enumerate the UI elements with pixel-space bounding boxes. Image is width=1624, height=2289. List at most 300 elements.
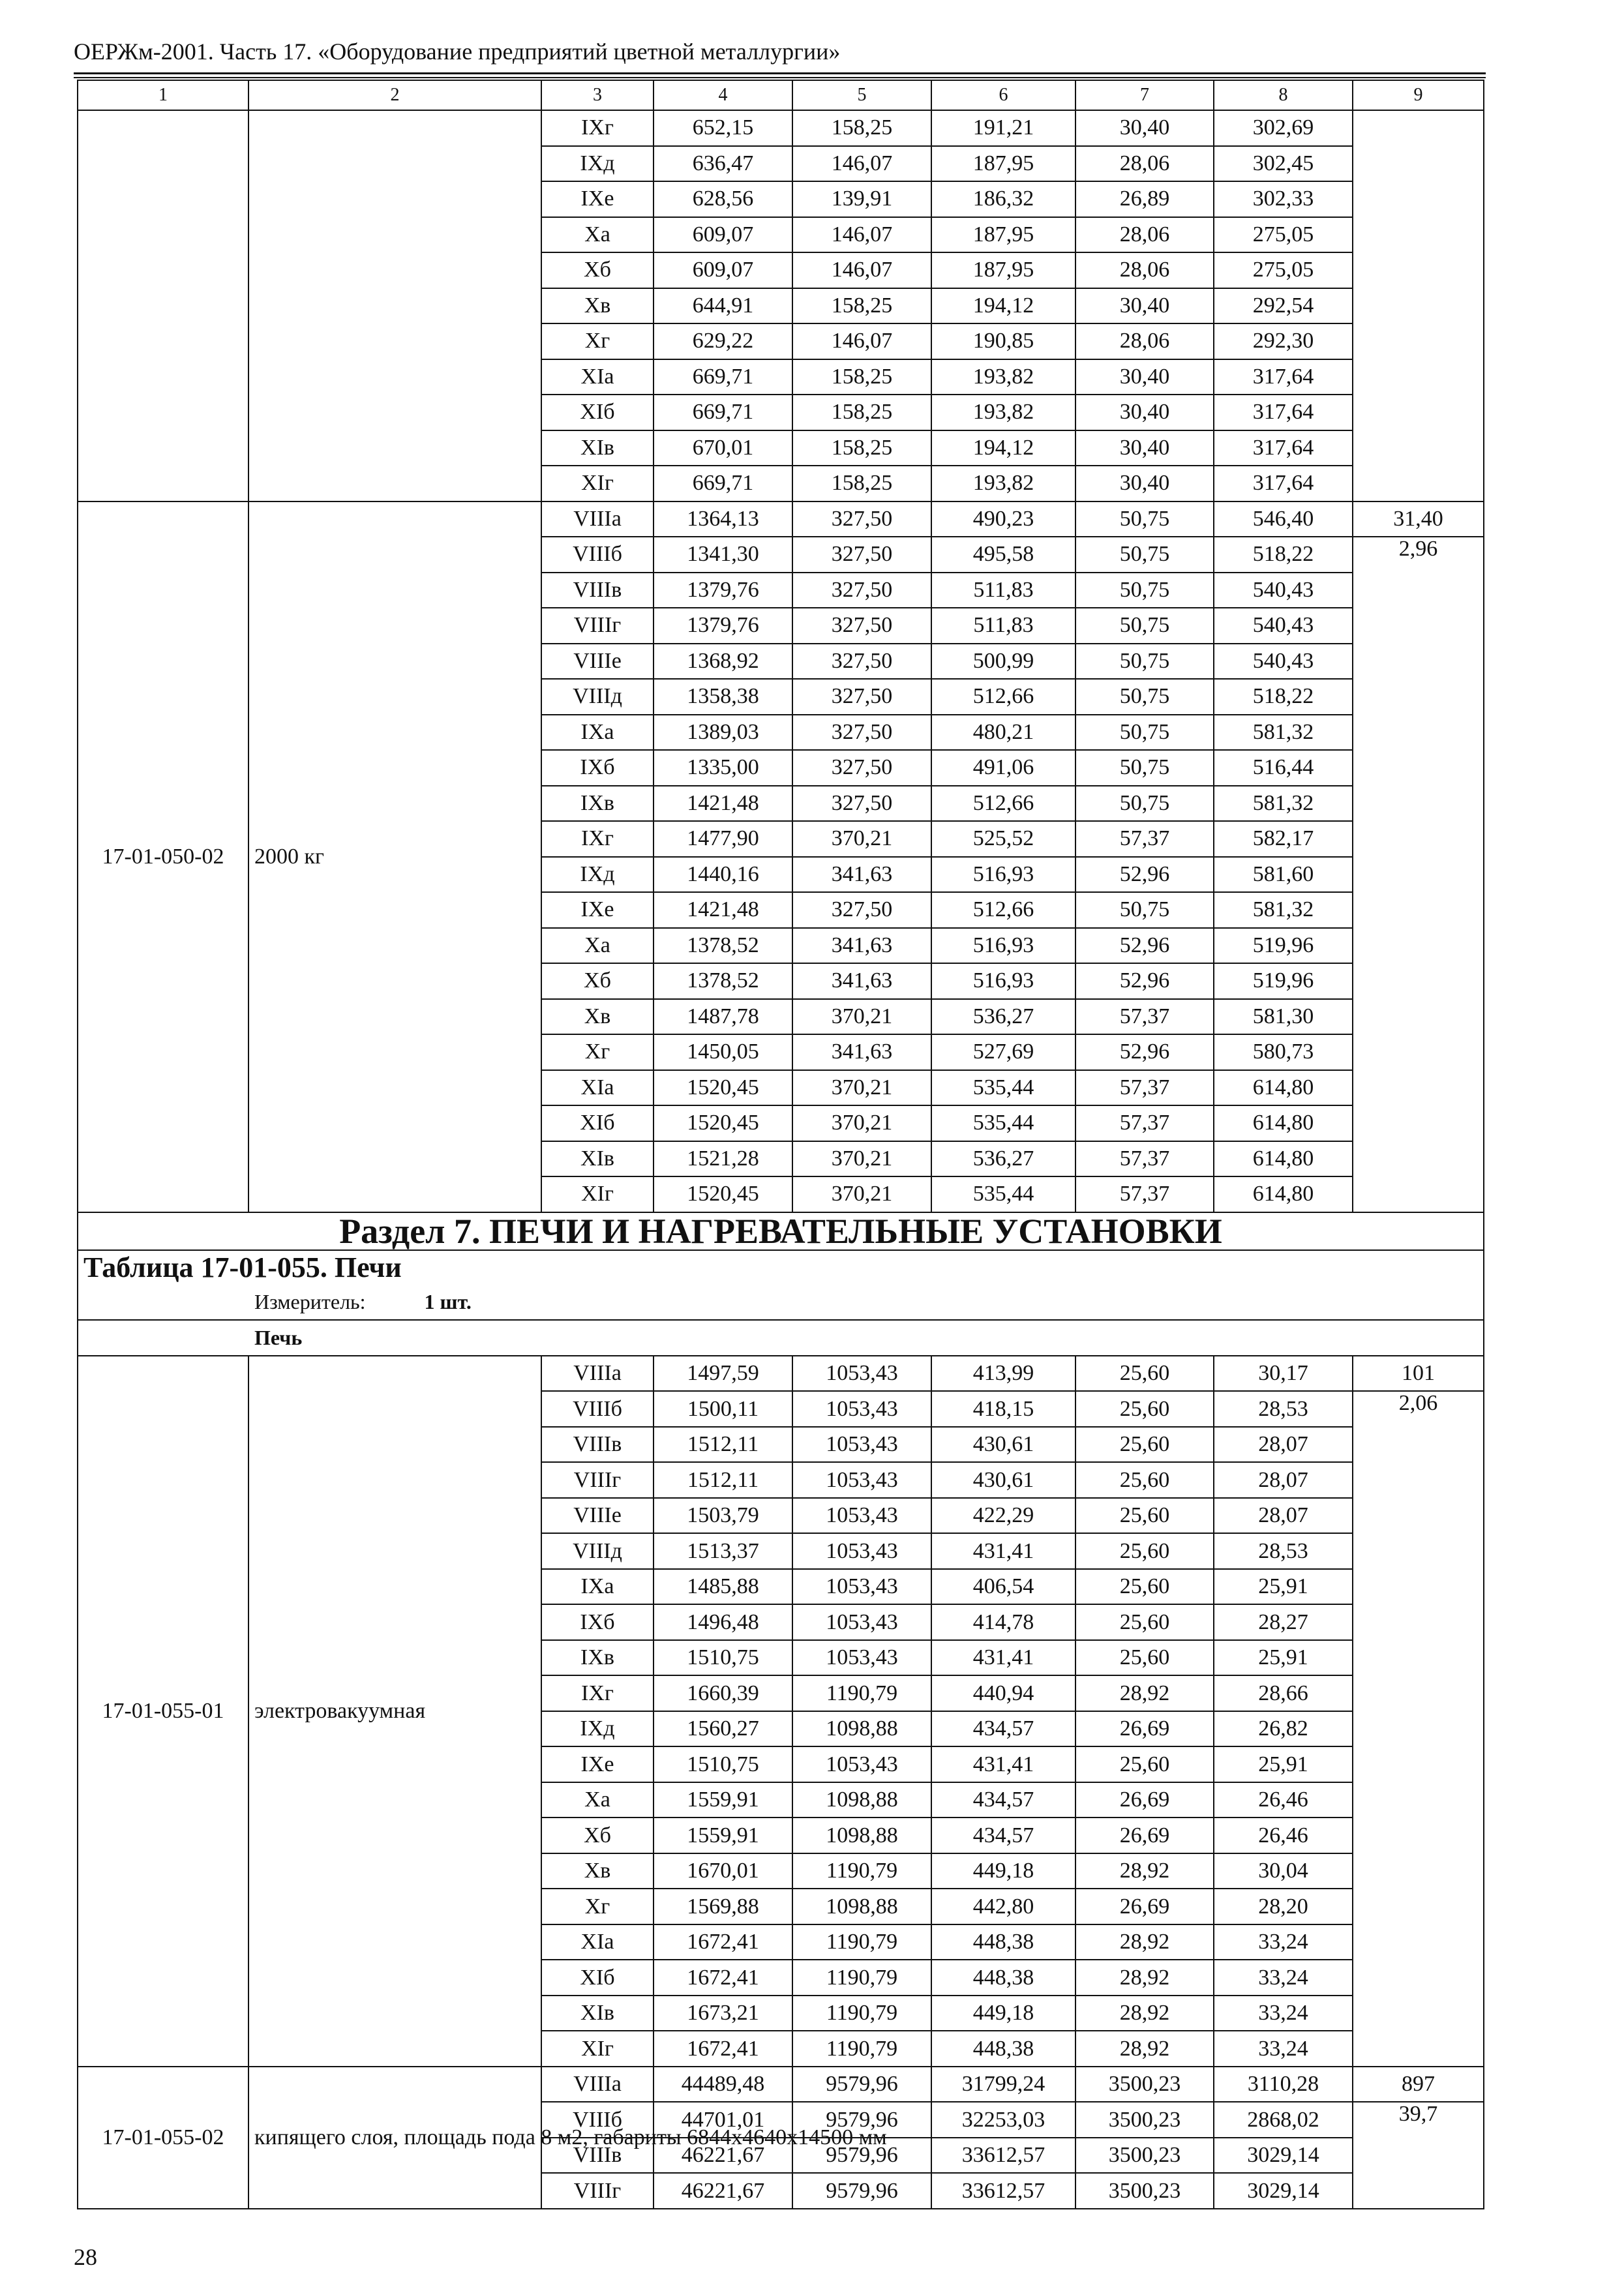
table-cell: 57,37 — [1075, 1105, 1214, 1141]
table-cell: 1513,37 — [654, 1533, 792, 1569]
section-title: Раздел 7. ПЕЧИ И НАГРЕВАТЕЛЬНЫЕ УСТАНОВКИ — [78, 1212, 1484, 1251]
table-cell: 30,40 — [1075, 110, 1214, 146]
table-cell: 327,50 — [792, 608, 931, 644]
table-cell: 187,95 — [931, 252, 1075, 288]
table-cell: 525,52 — [931, 821, 1075, 857]
table-cell: 1510,75 — [654, 1640, 792, 1676]
table-cell: 1660,39 — [654, 1675, 792, 1711]
table-cell: 480,21 — [931, 715, 1075, 751]
table-cell: 1559,91 — [654, 1818, 792, 1853]
column-number-cell: 3 — [541, 80, 654, 110]
table-cell: 26,46 — [1214, 1818, 1353, 1853]
table-cell: 25,60 — [1075, 1604, 1214, 1640]
column-number-row — [78, 80, 1484, 110]
table-cell: 146,07 — [792, 217, 931, 253]
table-cell: IXб — [541, 750, 654, 786]
table-cell: XIб — [541, 1960, 654, 1996]
item-description-cell: 2000 кг — [248, 501, 541, 1212]
table-cell: 1341,30 — [654, 537, 792, 573]
col9-value-cell: 2,96 — [1353, 537, 1484, 1212]
table-cell: 33612,57 — [931, 2138, 1075, 2174]
table-cell: 1190,79 — [792, 1675, 931, 1711]
table-cell: 540,43 — [1214, 573, 1353, 608]
table-cell: 519,96 — [1214, 963, 1353, 999]
table-cell: 327,50 — [792, 750, 931, 786]
table-cell: 275,05 — [1214, 252, 1353, 288]
table-cell: IXг — [541, 1675, 654, 1711]
measure-value: 1 шт. — [424, 1290, 472, 1314]
table-cell: 609,07 — [654, 217, 792, 253]
table-cell: 430,61 — [931, 1462, 1075, 1498]
table-cell: 516,44 — [1214, 750, 1353, 786]
table-cell: 302,69 — [1214, 110, 1353, 146]
table-cell: 1098,88 — [792, 1889, 931, 1924]
table-cell: 187,95 — [931, 146, 1075, 182]
table-cell: 158,25 — [792, 466, 931, 501]
table-cell: 57,37 — [1075, 1141, 1214, 1177]
table-cell: 1098,88 — [792, 1818, 931, 1853]
table-cell: 518,22 — [1214, 679, 1353, 715]
table-cell: 1512,11 — [654, 1427, 792, 1463]
table-cell: 3500,23 — [1075, 2173, 1214, 2209]
table-cell: 3029,14 — [1214, 2173, 1353, 2209]
table-cell: IXа — [541, 715, 654, 751]
table-cell: 327,50 — [792, 644, 931, 680]
table-cell: 1379,76 — [654, 608, 792, 644]
table-cell: 516,93 — [931, 963, 1075, 999]
table-cell: 191,21 — [931, 110, 1075, 146]
document-header-title: ОЕРЖм-2001. Часть 17. «Оборудование предприятий цветной металлургии» — [74, 38, 841, 65]
table-cell: 146,07 — [792, 252, 931, 288]
table-cell: VIIIв — [541, 573, 654, 608]
table-cell: 9579,96 — [792, 2173, 931, 2209]
table-cell: 26,82 — [1214, 1711, 1353, 1747]
table-cell: 1485,88 — [654, 1569, 792, 1605]
table-cell: 327,50 — [792, 679, 931, 715]
table-cell: 302,45 — [1214, 146, 1353, 182]
table-cell: 30,04 — [1214, 1853, 1353, 1889]
table-cell: VIIIа — [541, 1356, 654, 1392]
column-number-cell: 9 — [1353, 80, 1484, 110]
table-cell: 1520,45 — [654, 1105, 792, 1141]
table-cell: VIIIд — [541, 1533, 654, 1569]
table-cell: 50,75 — [1075, 892, 1214, 928]
table-cell: 28,92 — [1075, 1675, 1214, 1711]
table-cell: 1358,38 — [654, 679, 792, 715]
table-cell: 33,24 — [1214, 2031, 1353, 2067]
table-cell: 1053,43 — [792, 1462, 931, 1498]
table-cell: 1053,43 — [792, 1746, 931, 1782]
table-cell: 30,17 — [1214, 1356, 1353, 1392]
item-description-cell: электровакуумная — [248, 1356, 541, 2067]
table-cell: 317,64 — [1214, 395, 1353, 430]
table-cell: 1496,48 — [654, 1604, 792, 1640]
table-cell: 1053,43 — [792, 1356, 931, 1392]
table-cell: 28,06 — [1075, 323, 1214, 359]
table-cell: 146,07 — [792, 323, 931, 359]
table-cell: 1500,11 — [654, 1391, 792, 1427]
table-cell: 495,58 — [931, 537, 1075, 573]
table-cell: 1098,88 — [792, 1782, 931, 1818]
table-cell: 1503,79 — [654, 1498, 792, 1534]
table-cell: IXв — [541, 786, 654, 822]
table-cell: 25,60 — [1075, 1356, 1214, 1392]
table-cell: 670,01 — [654, 430, 792, 466]
table-cell: IXв — [541, 1640, 654, 1676]
table-cell: 1053,43 — [792, 1604, 931, 1640]
table-cell: Xб — [541, 963, 654, 999]
section-row — [78, 1212, 1484, 1251]
table-cell: 512,66 — [931, 892, 1075, 928]
table-cell: 431,41 — [931, 1533, 1075, 1569]
table-cell: 30,40 — [1075, 395, 1214, 430]
table-cell: 194,12 — [931, 288, 1075, 324]
table-cell: 536,27 — [931, 999, 1075, 1035]
table-cell: 25,60 — [1075, 1462, 1214, 1498]
table-cell: IXе — [541, 181, 654, 217]
item-code-cell: 17-01-055-02 — [78, 2067, 248, 2209]
column-number-cell: 8 — [1214, 80, 1353, 110]
table-cell: 30,40 — [1075, 466, 1214, 501]
table-cell: 1520,45 — [654, 1176, 792, 1212]
table-cell: 370,21 — [792, 821, 931, 857]
table-cell: 406,54 — [931, 1569, 1075, 1605]
col9-value-cell: 897 — [1353, 2067, 1484, 2102]
table-cell: XIб — [541, 395, 654, 430]
table-cell: 30,40 — [1075, 288, 1214, 324]
table-cell: 1559,91 — [654, 1782, 792, 1818]
table-cell: 50,75 — [1075, 644, 1214, 680]
table-cell: 158,25 — [792, 110, 931, 146]
table-cell: Xб — [541, 1818, 654, 1853]
table-cell: 26,46 — [1214, 1782, 1353, 1818]
group-title: Печь — [254, 1325, 303, 1349]
table-cell: IXд — [541, 857, 654, 893]
table-cell: 1053,43 — [792, 1427, 931, 1463]
table-cell: 644,91 — [654, 288, 792, 324]
table-cell: IXе — [541, 1746, 654, 1782]
column-number-cell: 7 — [1075, 80, 1214, 110]
table-cell: 1190,79 — [792, 1853, 931, 1889]
table-cell: IXд — [541, 146, 654, 182]
table-cell: 490,23 — [931, 501, 1075, 537]
table-cell: IXа — [541, 1569, 654, 1605]
table-cell: 292,30 — [1214, 323, 1353, 359]
table-cell: XIг — [541, 2031, 654, 2067]
table-cell: 581,32 — [1214, 892, 1353, 928]
col9-value-cell: 39,7 — [1353, 2102, 1484, 2209]
table-cell: Xа — [541, 1782, 654, 1818]
table-cell: 186,32 — [931, 181, 1075, 217]
table-cell: 32253,03 — [931, 2102, 1075, 2138]
table-cell: 1053,43 — [792, 1569, 931, 1605]
table-cell: 275,05 — [1214, 217, 1353, 253]
table-title-row — [78, 1250, 1484, 1285]
table-cell: Xа — [541, 928, 654, 964]
table-cell: 1190,79 — [792, 1996, 931, 2031]
table-cell: 431,41 — [931, 1746, 1075, 1782]
table-cell: 434,57 — [931, 1711, 1075, 1747]
table-cell: Xг — [541, 1034, 654, 1070]
table-cell: 341,63 — [792, 928, 931, 964]
measure-label: Измеритель: — [254, 1290, 366, 1314]
col9-value-cell: 31,40 — [1353, 501, 1484, 537]
item-description-cell — [248, 110, 541, 501]
table-cell: 418,15 — [931, 1391, 1075, 1427]
table-cell: 26,69 — [1075, 1711, 1214, 1747]
table-cell: 52,96 — [1075, 1034, 1214, 1070]
table-cell: VIIIе — [541, 644, 654, 680]
table-cell: 28,27 — [1214, 1604, 1353, 1640]
table-cell: 28,06 — [1075, 252, 1214, 288]
measure-row — [78, 1285, 1484, 1321]
table-cell: 158,25 — [792, 395, 931, 430]
table-cell: 1389,03 — [654, 715, 792, 751]
table-cell: 33,24 — [1214, 1960, 1353, 1996]
table-cell: 28,92 — [1075, 1924, 1214, 1960]
table-cell: 370,21 — [792, 1070, 931, 1106]
group-title-cell — [78, 1320, 1484, 1356]
table-cell: 158,25 — [792, 288, 931, 324]
table-row — [78, 110, 1484, 146]
table-cell: 25,60 — [1075, 1533, 1214, 1569]
table-cell: 50,75 — [1075, 573, 1214, 608]
table-cell: 31799,24 — [931, 2067, 1075, 2102]
table-cell: 327,50 — [792, 501, 931, 537]
table-cell: 1672,41 — [654, 2031, 792, 2067]
table-cell: 26,69 — [1075, 1818, 1214, 1853]
table-cell: 26,89 — [1075, 181, 1214, 217]
table-cell: 25,60 — [1075, 1498, 1214, 1534]
table-cell: 448,38 — [931, 1924, 1075, 1960]
table-cell: 52,96 — [1075, 857, 1214, 893]
table-cell: 500,99 — [931, 644, 1075, 680]
table-cell: 614,80 — [1214, 1176, 1353, 1212]
column-number-cell: 1 — [78, 80, 248, 110]
table-cell: 1053,43 — [792, 1391, 931, 1427]
table-cell: 1670,01 — [654, 1853, 792, 1889]
table-cell: 1440,16 — [654, 857, 792, 893]
table-cell: XIа — [541, 359, 654, 395]
table-cell: 1098,88 — [792, 1711, 931, 1747]
table-cell: 413,99 — [931, 1356, 1075, 1392]
table-cell: XIа — [541, 1924, 654, 1960]
table-cell: 440,94 — [931, 1675, 1075, 1711]
table-cell: 609,07 — [654, 252, 792, 288]
table-cell: Xа — [541, 217, 654, 253]
column-number-cell: 4 — [654, 80, 792, 110]
table-cell: 292,54 — [1214, 288, 1353, 324]
table-cell: 28,92 — [1075, 1996, 1214, 2031]
table-cell: 9579,96 — [792, 2138, 931, 2174]
table-cell: VIIIе — [541, 1498, 654, 1534]
table-cell: 158,25 — [792, 430, 931, 466]
table-cell: 535,44 — [931, 1105, 1075, 1141]
table-cell: 1497,59 — [654, 1356, 792, 1392]
table-cell: 1487,78 — [654, 999, 792, 1035]
table-cell: 448,38 — [931, 2031, 1075, 2067]
table-cell: 57,37 — [1075, 821, 1214, 857]
table-cell: Xб — [541, 252, 654, 288]
table-cell: 1379,76 — [654, 573, 792, 608]
table-cell: VIIIа — [541, 501, 654, 537]
table-cell: 3500,23 — [1075, 2102, 1214, 2138]
table-cell: XIг — [541, 466, 654, 501]
table-cell: 341,63 — [792, 963, 931, 999]
table-cell: 1053,43 — [792, 1498, 931, 1534]
table-cell: 614,80 — [1214, 1070, 1353, 1106]
table-cell: 1520,45 — [654, 1070, 792, 1106]
table-cell: 30,40 — [1075, 430, 1214, 466]
table-cell: 431,41 — [931, 1640, 1075, 1676]
table-cell: 139,91 — [792, 181, 931, 217]
table-cell: 449,18 — [931, 1853, 1075, 1889]
table-cell: 57,37 — [1075, 1070, 1214, 1106]
table-cell: 1510,75 — [654, 1746, 792, 1782]
table-cell: 581,32 — [1214, 715, 1353, 751]
table-cell: 669,71 — [654, 466, 792, 501]
table-cell: 370,21 — [792, 999, 931, 1035]
item-code-cell: 17-01-050-02 — [78, 501, 248, 1212]
table-cell: 1335,00 — [654, 750, 792, 786]
table-cell: 327,50 — [792, 715, 931, 751]
table-cell: 1477,90 — [654, 821, 792, 857]
table-cell: Xв — [541, 288, 654, 324]
table-cell: 370,21 — [792, 1141, 931, 1177]
table-cell: 535,44 — [931, 1070, 1075, 1106]
table-cell: 187,95 — [931, 217, 1075, 253]
table-cell: 669,71 — [654, 359, 792, 395]
table-cell: VIIIб — [541, 537, 654, 573]
table-cell: 44489,48 — [654, 2067, 792, 2102]
table-cell: 327,50 — [792, 537, 931, 573]
table-cell: 1368,92 — [654, 644, 792, 680]
table-cell: 28,53 — [1214, 1391, 1353, 1427]
table-cell: 614,80 — [1214, 1141, 1353, 1177]
table-cell: 317,64 — [1214, 466, 1353, 501]
table-cell: 546,40 — [1214, 501, 1353, 537]
table-cell: 1421,48 — [654, 786, 792, 822]
table-cell: 158,25 — [792, 359, 931, 395]
rates-table — [77, 80, 1484, 2209]
table-cell: 193,82 — [931, 359, 1075, 395]
table-cell: Xв — [541, 1853, 654, 1889]
table-cell: 28,92 — [1075, 2031, 1214, 2067]
table-cell: 3110,28 — [1214, 2067, 1353, 2102]
table-cell: 317,64 — [1214, 359, 1353, 395]
table-cell: 1569,88 — [654, 1889, 792, 1924]
table-cell: XIб — [541, 1105, 654, 1141]
col9-empty-cell — [1353, 110, 1484, 501]
table-cell: XIа — [541, 1070, 654, 1106]
table-row — [78, 1356, 1484, 1392]
table-cell: 9579,96 — [792, 2067, 931, 2102]
table-cell: VIIIа — [541, 2067, 654, 2102]
table-cell: IXг — [541, 821, 654, 857]
table-cell: 519,96 — [1214, 928, 1353, 964]
table-cell: 414,78 — [931, 1604, 1075, 1640]
table-cell: 540,43 — [1214, 644, 1353, 680]
table-cell: 50,75 — [1075, 501, 1214, 537]
table-cell: 3500,23 — [1075, 2138, 1214, 2174]
table-cell: 448,38 — [931, 1960, 1075, 1996]
table-cell: 317,64 — [1214, 430, 1353, 466]
table-cell: Xг — [541, 323, 654, 359]
table-cell: VIIIг — [541, 1462, 654, 1498]
page-number: 28 — [74, 2244, 97, 2270]
table-cell: 580,73 — [1214, 1034, 1353, 1070]
table-cell: 193,82 — [931, 466, 1075, 501]
table-cell: 1190,79 — [792, 1924, 931, 1960]
table-cell: 28,92 — [1075, 1853, 1214, 1889]
measure-cell — [78, 1285, 1484, 1321]
table-cell: 636,47 — [654, 146, 792, 182]
table-cell: 46221,67 — [654, 2138, 792, 2174]
table-cell: 628,56 — [654, 181, 792, 217]
table-cell: 652,15 — [654, 110, 792, 146]
table-cell: 302,33 — [1214, 181, 1353, 217]
table-cell: 327,50 — [792, 892, 931, 928]
table-cell: VIIIб — [541, 1391, 654, 1427]
table-cell: 491,06 — [931, 750, 1075, 786]
table-cell: 669,71 — [654, 395, 792, 430]
table-cell: 52,96 — [1075, 963, 1214, 999]
table-cell: 1364,13 — [654, 501, 792, 537]
table-cell: 50,75 — [1075, 608, 1214, 644]
table-cell: 511,83 — [931, 608, 1075, 644]
table-cell: Xг — [541, 1889, 654, 1924]
table-cell: 1672,41 — [654, 1924, 792, 1960]
table-cell: 518,22 — [1214, 537, 1353, 573]
table-cell: 1190,79 — [792, 2031, 931, 2067]
table-row — [78, 2067, 1484, 2102]
item-description-cell: кипящего слоя, площадь пода 8 м2, габариты 6844х4640х14500 мм — [248, 2067, 541, 2209]
table-cell: 50,75 — [1075, 786, 1214, 822]
table-cell: 535,44 — [931, 1176, 1075, 1212]
table-cell: 28,07 — [1214, 1427, 1353, 1463]
col9-value-cell: 2,06 — [1353, 1391, 1484, 2067]
header-rule-thin — [74, 77, 1486, 78]
table-cell: 1190,79 — [792, 1960, 931, 1996]
table-cell: 28,66 — [1214, 1675, 1353, 1711]
table-cell: 422,29 — [931, 1498, 1075, 1534]
table-cell: VIIIв — [541, 1427, 654, 1463]
table-cell: XIв — [541, 430, 654, 466]
table-cell: 57,37 — [1075, 1176, 1214, 1212]
table-cell: 25,91 — [1214, 1640, 1353, 1676]
table-cell: 581,32 — [1214, 786, 1353, 822]
table-cell: 430,61 — [931, 1427, 1075, 1463]
table-cell: 1378,52 — [654, 963, 792, 999]
table-cell: 1450,05 — [654, 1034, 792, 1070]
table-cell: 26,69 — [1075, 1889, 1214, 1924]
table-cell: 28,07 — [1214, 1498, 1353, 1534]
table-cell: 327,50 — [792, 786, 931, 822]
table-cell: XIв — [541, 1996, 654, 2031]
table-cell: 3500,23 — [1075, 2067, 1214, 2102]
table-cell: XIг — [541, 1176, 654, 1212]
table-cell: 1560,27 — [654, 1711, 792, 1747]
table-cell: 516,93 — [931, 928, 1075, 964]
table-cell: 33,24 — [1214, 1924, 1353, 1960]
table-cell: IXе — [541, 892, 654, 928]
table-cell: Xв — [541, 999, 654, 1035]
table-cell: 442,80 — [931, 1889, 1075, 1924]
table-cell: 449,18 — [931, 1996, 1075, 2031]
group-row — [78, 1320, 1484, 1356]
table-cell: 28,07 — [1214, 1462, 1353, 1498]
table-cell: 50,75 — [1075, 715, 1214, 751]
